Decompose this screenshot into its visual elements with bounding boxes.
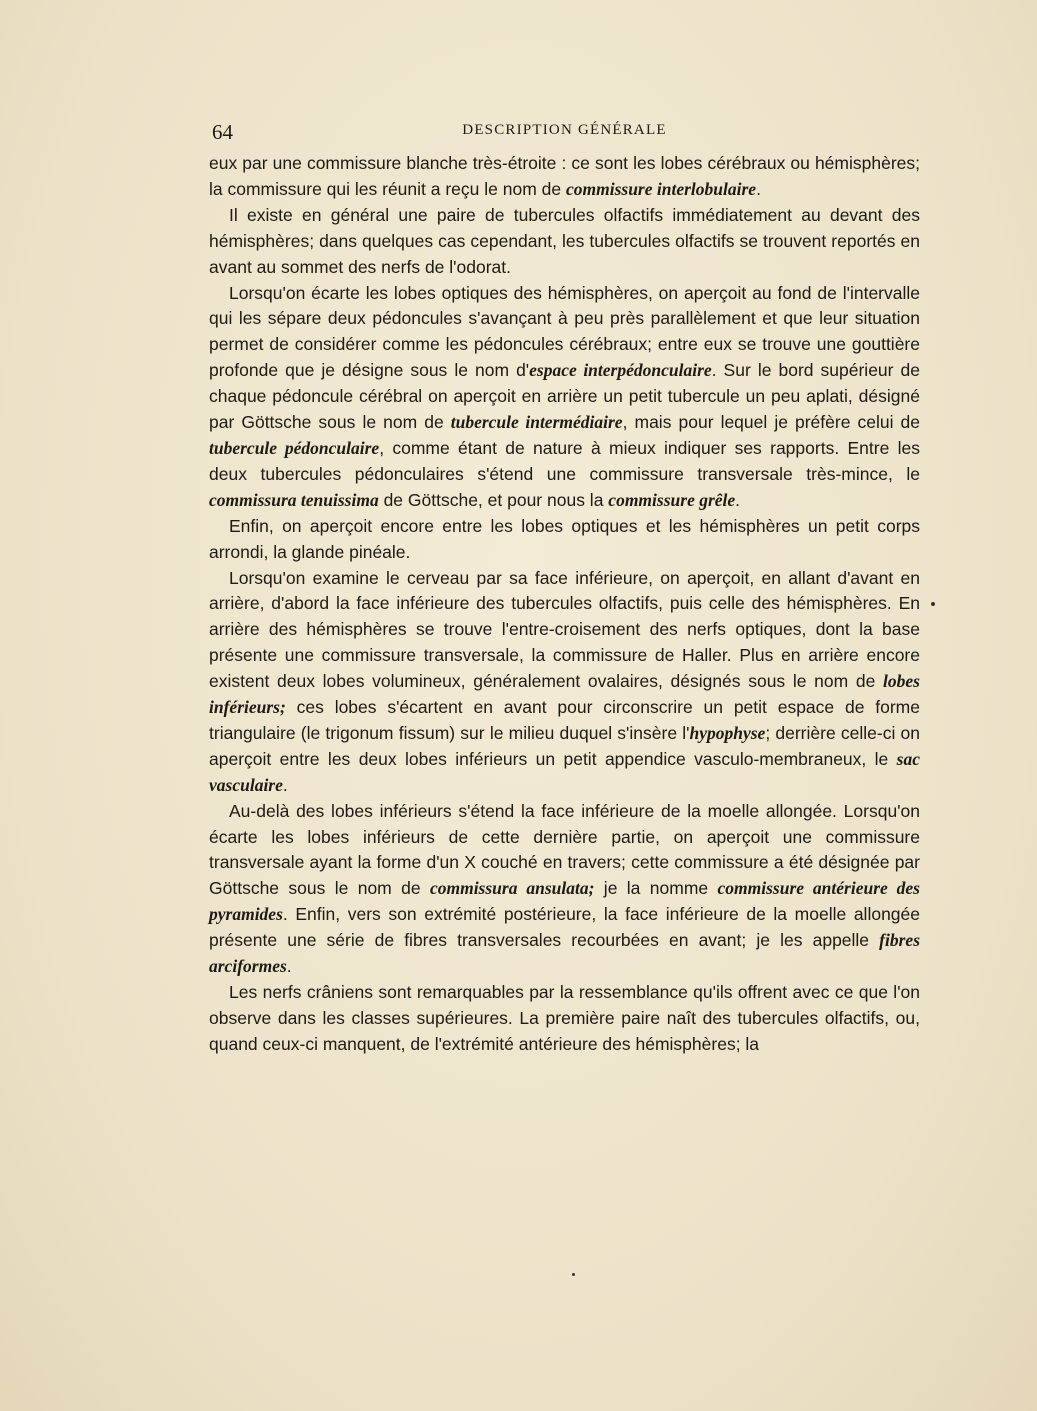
italic-term: hypophyse bbox=[689, 722, 766, 743]
print-speck bbox=[931, 602, 935, 606]
italic-term: commissure grêle bbox=[608, 489, 736, 510]
text-run: . bbox=[735, 489, 741, 510]
text-run: ; derrière celle-ci on aperçoit entre les deux lobes inférieurs un petit appendice vasculo-membraneux, le bbox=[209, 722, 921, 769]
italic-term: tubercule intermédiaire bbox=[450, 412, 623, 433]
paragraph bbox=[209, 566, 920, 799]
text-run: , mais pour lequel je préfère celui de bbox=[622, 412, 921, 433]
text-run: Lorsqu'on examine le cerveau par sa face inférieure, on aperçoit, en allant d'avant en arrière, d'abord la face inférieure des tubercules olfactifs, puis celle des hémisphères. En arrière des hémisphères se trouve l'entre-croisement des nerfs optiques, dont la base présente une commissure transversale, la commissure de Haller. Plus en arrière encore existent deux lobes volumineux, généralement ovalaires, désignés sous le nom de bbox=[209, 567, 920, 692]
text-run: Les nerfs crâniens sont remarquables par la ressemblance qu'ils offrent avec ce que l'on observe dans les classes supérieures. La première paire naît des tubercules olfactifs, ou, quand ceux-ci manquent, de l'extrémité antérieure des hémisphères; la bbox=[209, 982, 920, 1054]
text-run: . Enfin, vers son extrémité postérieure, la face inférieure de la moelle allongée présente une série de fibres transversales recourbées en avant; je les appelle bbox=[209, 904, 920, 951]
italic-term: sac vasculaire bbox=[209, 748, 920, 795]
running-title: DESCRIPTION GÉNÉRALE bbox=[462, 122, 667, 138]
italic-term: espace interpédonculaire bbox=[529, 360, 712, 381]
text-run: . bbox=[286, 956, 292, 977]
text-run: Au-delà des lobes inférieurs s'étend la face inférieure de la moelle allongée. Lorsqu'on écarte les lobes inférieurs de cette dernière partie, on aperçoit une commissure transversale ayant la forme d'un X couché en travers; cette commissure a été désignée par Göttsche sous le nom de bbox=[209, 800, 920, 899]
text-run: de Göttsche, et pour nous la bbox=[378, 489, 609, 510]
body-text bbox=[209, 151, 920, 1058]
text-run: eux par une commissure blanche très-étroite : ce sont les lobes cérébraux ou hémisphères; la commissure qui les réunit a reçu le nom de bbox=[209, 153, 920, 199]
text-run: Enfin, on aperçoit encore entre les lobes optiques et les hémisphères un petit corps arrondi, la glande pinéale. bbox=[209, 515, 920, 562]
text-run: je la nomme bbox=[594, 878, 718, 899]
italic-term: tubercule pédonculaire bbox=[209, 437, 380, 458]
text-run: ces lobes s'écartent en avant pour circonscrire un petit espace de forme triangulaire (le trigonum fissum) sur le milieu duquel s'insère l' bbox=[209, 697, 920, 743]
italic-term: commissura ansulata; bbox=[429, 878, 595, 899]
text-run: , comme étant de nature à mieux indiquer ses rapports. Entre les deux tubercules pédonculaires s'étend une commissure transversale très-mince, le bbox=[209, 437, 920, 484]
italic-term: lobes inférieurs; bbox=[209, 671, 920, 718]
paragraph bbox=[209, 203, 920, 281]
paragraph bbox=[209, 281, 920, 514]
paragraph bbox=[209, 980, 920, 1058]
paragraph bbox=[209, 514, 920, 566]
italic-term: commissura tenuissima bbox=[209, 489, 379, 510]
text-run: . bbox=[756, 178, 761, 199]
italic-term: commissure interlobulaire bbox=[565, 178, 757, 199]
print-speck bbox=[572, 1273, 575, 1276]
italic-term: commissure antérieure des pyramides bbox=[209, 878, 920, 925]
paragraph bbox=[209, 799, 920, 980]
paragraph bbox=[209, 151, 920, 203]
italic-term: fibres arciformes bbox=[209, 930, 920, 977]
page-header bbox=[209, 120, 920, 146]
text-run: Lorsqu'on écarte les lobes optiques des hémisphères, on aperçoit au fond de l'intervalle qui les sépare deux pédoncules s'avançant à peu près parallèlement et que leur situation permet de considérer comme les pédoncules cérébraux; entre eux se trouve une gouttière profonde que je désigne sous le nom d' bbox=[209, 282, 920, 381]
page-number: 64 bbox=[212, 120, 233, 144]
text-run: . bbox=[282, 774, 288, 795]
text-run: Il existe en général une paire de tubercules olfactifs immédiatement au devant des hémisphères; dans quelques cas cependant, les tubercules olfactifs se trouvent reportés en avant au sommet des nerfs de l'odorat. bbox=[209, 204, 920, 277]
text-run: . Sur le bord supérieur de chaque pédoncule cérébral on aperçoit en arrière un petit tubercule un peu aplati, désigné par Göttsche sous le nom de bbox=[209, 360, 920, 433]
